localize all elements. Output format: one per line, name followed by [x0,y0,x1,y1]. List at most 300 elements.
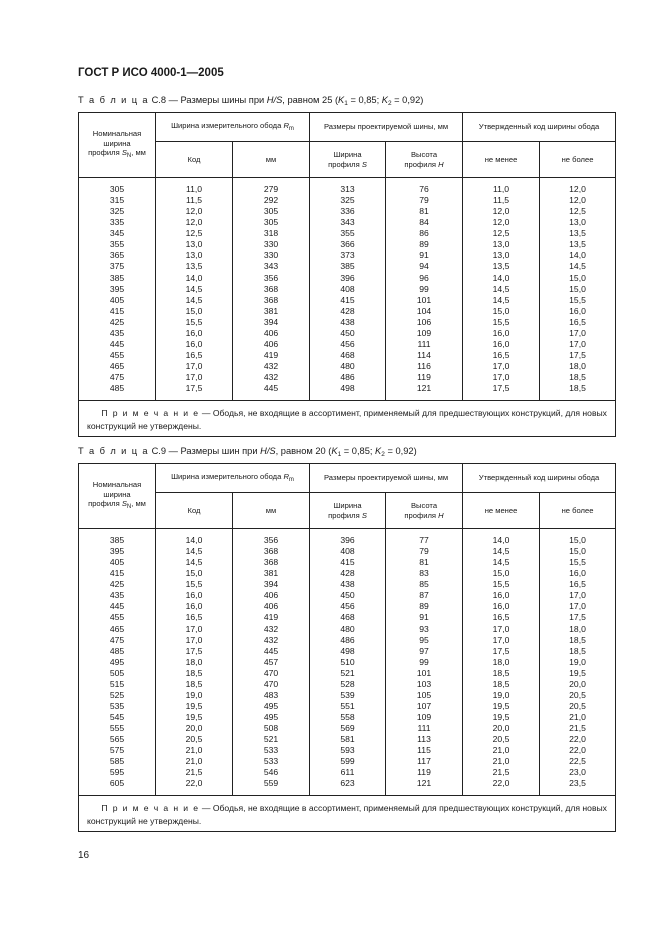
table-c9 [78,463,616,832]
table-cell: 20,5 [540,690,616,701]
table-cell: 535 [79,701,156,712]
table-cell: 14,0 [540,250,616,261]
table-cell: 343 [233,261,310,272]
header-max: не более [540,493,616,529]
header-code: Код [156,493,233,529]
table-cell: 18,5 [540,383,616,394]
table-cell: 394 [233,579,310,590]
table-cell: 20,5 [540,701,616,712]
table-cell: 408 [310,546,386,557]
table-cell: 533 [233,745,310,756]
table-row [79,745,616,756]
table-cell: 599 [310,756,386,767]
table-cell: 546 [233,767,310,778]
table-cell: 394 [233,317,310,328]
table-cell: 22,5 [540,756,616,767]
table-cell: 119 [386,372,463,383]
table-cell: 85 [386,579,463,590]
table-row [79,679,616,690]
table-cell: 15,0 [540,546,616,557]
table-cell: 21,5 [540,723,616,734]
table-cell: 17,0 [463,635,540,646]
table-cell: 385 [79,273,156,284]
table-cell: 415 [310,557,386,568]
table-cell: 381 [233,568,310,579]
table-cell: 445 [233,383,310,394]
table-cell: 17,0 [156,624,233,635]
table-cell: 121 [386,778,463,789]
table-cell: 435 [79,328,156,339]
table-cell: 559 [233,778,310,789]
table-cell: 106 [386,317,463,328]
table-cell: 96 [386,273,463,284]
table-cell: 77 [386,535,463,546]
table-cell: 19,5 [156,712,233,723]
table-cell: 15,0 [540,535,616,546]
table-cell: 455 [79,612,156,623]
table-cell: 355 [79,239,156,250]
table-cell: 17,0 [540,339,616,350]
k1-value: = 0,85; [341,446,376,456]
table-cell: 14,0 [156,273,233,284]
table-cell: 11,5 [156,195,233,206]
header-section-height: Высота профиля H [386,493,463,529]
table-cell: 385 [79,535,156,546]
table-cell: 18,5 [463,668,540,679]
table-cell: 15,0 [540,284,616,295]
table-cell: 373 [310,250,386,261]
table-row [79,328,616,339]
table-row [79,228,616,239]
table-cell: 15,5 [463,579,540,590]
table-cell: 498 [310,383,386,394]
table-cell: 515 [79,679,156,690]
table-cell: 12,5 [463,228,540,239]
table-note: П р и м е ч а н и е — Ободья, не входящие в ассортимент, применяемый для предшествующих конструкций, для новых конструкций не утверждены. [79,401,616,437]
table-cell: 13,0 [463,250,540,261]
header-mm: мм [233,493,310,529]
table-row [79,284,616,295]
table-cell: 105 [386,690,463,701]
table-cell: 551 [310,701,386,712]
caption-ratio: H/S [260,446,276,456]
header-mm: мм [233,142,310,178]
table-row [79,295,616,306]
table-cell: 14,5 [156,557,233,568]
table-row [79,535,616,546]
table-cell: 18,0 [540,361,616,372]
table-cell: 415 [310,295,386,306]
table-cell: 13,5 [540,228,616,239]
table-cell: 545 [79,712,156,723]
caption-rest: , равном 20 ( [275,446,332,456]
table-cell: 95 [386,635,463,646]
table-cell: 91 [386,612,463,623]
table-cell: 365 [79,250,156,261]
table-cell: 12,5 [540,206,616,217]
table-cell: 18,0 [540,624,616,635]
table-cell: 495 [79,657,156,668]
table-cell: 14,0 [156,535,233,546]
table-cell: 18,5 [156,668,233,679]
table-cell: 396 [310,273,386,284]
table-cell: 17,5 [540,612,616,623]
table-cell: 438 [310,579,386,590]
table-row [79,250,616,261]
table-cell: 465 [79,361,156,372]
table-cell: 368 [233,557,310,568]
table-cell: 91 [386,250,463,261]
table-cell: 12,0 [540,195,616,206]
k1-sub: 1 [344,100,348,107]
k2-value: = 0,92) [384,446,417,456]
k2-label: K [375,446,382,456]
k2-sub: 2 [381,451,385,458]
table-cell: 318 [233,228,310,239]
table-cell: 336 [310,206,386,217]
table-c8 [78,112,616,437]
table-cell: 103 [386,679,463,690]
table-cell: 325 [79,206,156,217]
table-cell: 330 [233,250,310,261]
table-cell: 425 [79,579,156,590]
table-row [79,712,616,723]
table-cell: 11,0 [463,184,540,195]
table-cell: 419 [233,350,310,361]
table-cell: 13,0 [156,250,233,261]
table-cell: 486 [310,635,386,646]
table-cell: 450 [310,590,386,601]
table-cell: 480 [310,361,386,372]
table-cell: 455 [79,350,156,361]
table-cell: 16,0 [156,590,233,601]
table-cell: 395 [79,546,156,557]
table-cell: 16,0 [463,590,540,601]
table-cell: 115 [386,745,463,756]
table-cell: 406 [233,601,310,612]
table-cell: 405 [79,295,156,306]
table-cell: 505 [79,668,156,679]
table-cell: 12,5 [156,228,233,239]
table-cell: 16,0 [540,306,616,317]
table-cell: 22,0 [540,734,616,745]
table-cell: 292 [233,195,310,206]
table-cell: 109 [386,328,463,339]
table-cell: 315 [79,195,156,206]
table-cell: 432 [233,635,310,646]
table-row [79,339,616,350]
table-cell: 16,0 [463,328,540,339]
table-cell: 485 [79,646,156,657]
table-cell: 456 [310,601,386,612]
table-cell: 111 [386,339,463,350]
table-cell: 495 [233,712,310,723]
table-cell: 483 [233,690,310,701]
table-row [79,239,616,250]
table-cell: 21,0 [463,756,540,767]
table-row [79,668,616,679]
table-row [79,734,616,745]
table-cell: 305 [233,217,310,228]
table-cell: 495 [233,701,310,712]
table-cell: 12,0 [463,206,540,217]
table-cell: 14,5 [463,546,540,557]
table-cell: 23,0 [540,767,616,778]
table-cell: 593 [310,745,386,756]
table-cell: 445 [233,646,310,657]
table-cell: 428 [310,306,386,317]
table-row [79,206,616,217]
k2-value: = 0,92) [391,95,424,105]
table-cell: 17,0 [156,635,233,646]
table-cell: 15,0 [156,306,233,317]
k1-sub: 1 [337,451,342,458]
table-cell: 345 [79,228,156,239]
table-cell: 15,5 [156,579,233,590]
table-cell: 17,0 [540,328,616,339]
table-cell: 468 [310,612,386,623]
header-approved-code: Утвержденный код ширины обода [463,464,616,493]
table-cell: 381 [233,306,310,317]
table-cell: 99 [386,284,463,295]
table-cell: 366 [310,239,386,250]
table-cell: 569 [310,723,386,734]
k2-sub: 2 [387,100,392,107]
table-cell: 368 [233,284,310,295]
table-cell: 21,5 [463,767,540,778]
table-cell: 12,0 [540,184,616,195]
header-min: не менее [463,493,540,529]
header-nominal-width: Номинальная ширина профиля $S_N$, мм [79,464,156,529]
table-cell: 81 [386,557,463,568]
table-cell: 343 [310,217,386,228]
table-cell: 432 [233,361,310,372]
table-cell: 435 [79,590,156,601]
table-cell: 99 [386,657,463,668]
header-section-height: Высота профиля H [386,142,463,178]
table-row [79,635,616,646]
table-row [79,723,616,734]
table-cell: 15,5 [540,295,616,306]
table-cell: 510 [310,657,386,668]
table-cell: 14,0 [463,273,540,284]
table-cell: 119 [386,767,463,778]
table-cell: 13,5 [540,239,616,250]
table-cell: 611 [310,767,386,778]
caption-number: С.9 — Размеры шин при [151,446,258,456]
table-cell: 15,0 [540,273,616,284]
table-cell: 486 [310,372,386,383]
table-row [79,568,616,579]
table-cell: 13,0 [463,239,540,250]
table-cell: 17,5 [463,646,540,657]
table-cell: 585 [79,756,156,767]
table-cell: 16,5 [540,317,616,328]
table-cell: 18,5 [463,679,540,690]
table-cell: 16,5 [463,612,540,623]
table-cell: 94 [386,261,463,272]
table-cell: 15,0 [463,306,540,317]
table-cell: 480 [310,624,386,635]
caption-prefix: Т а б л и ц а [78,446,149,456]
table-cell: 406 [233,328,310,339]
table-cell: 89 [386,239,463,250]
table-row [79,261,616,272]
table-cell: 475 [79,372,156,383]
table-cell: 97 [386,646,463,657]
table-cell: 20,0 [540,679,616,690]
table-cell: 22,0 [156,778,233,789]
table-row [79,546,616,557]
table-cell: 385 [310,261,386,272]
caption-number: С.8 — Размеры шины при [151,95,265,105]
table-cell: 16,0 [156,339,233,350]
table-cell: 432 [233,624,310,635]
table-cell: 14,5 [463,284,540,295]
table-cell: 13,0 [540,217,616,228]
k1-label: K [331,446,338,456]
document-title: ГОСТ Р ИСО 4000-1—2005 [78,67,224,79]
table-cell: 432 [233,372,310,383]
table-row [79,361,616,372]
table-cell: 14,5 [156,284,233,295]
table-cell: 76 [386,184,463,195]
table-cell: 623 [310,778,386,789]
table-row [79,756,616,767]
table-cell: 21,5 [156,767,233,778]
table-row [79,184,616,195]
table-cell: 101 [386,668,463,679]
table-row [79,306,616,317]
table-cell: 475 [79,635,156,646]
header-approved-code: Утвержденный код ширины обода [463,113,616,142]
table-cell: 508 [233,723,310,734]
table-cell: 20,0 [156,723,233,734]
table-cell: 15,0 [463,568,540,579]
table-row [79,612,616,623]
table-cell: 279 [233,184,310,195]
table-cell: 17,5 [156,383,233,394]
table-cell: 555 [79,723,156,734]
header-section-width: Ширина профиля S [310,142,386,178]
table-cell: 368 [233,546,310,557]
table-cell: 465 [79,624,156,635]
caption-ratio: H/S [266,95,283,105]
table-cell: 16,5 [463,350,540,361]
table-cell: 15,5 [463,317,540,328]
table-cell: 13,5 [463,261,540,272]
table-row [79,273,616,284]
table-cell: 79 [386,546,463,557]
k2-label: K [381,95,388,105]
table-cell: 16,0 [156,328,233,339]
table-cell: 15,5 [540,557,616,568]
table-cell: 415 [79,568,156,579]
table-cell: 565 [79,734,156,745]
table-cell: 21,0 [463,745,540,756]
table-cell: 17,0 [463,361,540,372]
table-cell: 406 [233,339,310,350]
table-cell: 396 [310,535,386,546]
table-cell: 15,0 [156,568,233,579]
table-cell: 107 [386,701,463,712]
table-cell: 14,5 [463,295,540,306]
table-cell: 14,5 [156,546,233,557]
table-cell: 498 [310,646,386,657]
table-row [79,646,616,657]
table-cell: 19,0 [156,690,233,701]
table-cell: 116 [386,361,463,372]
table-cell: 438 [310,317,386,328]
table-cell: 13,5 [156,261,233,272]
table-cell: 17,0 [463,624,540,635]
header-projected-dims: Размеры проектируемой шины, мм [310,464,463,493]
table-c8-caption [78,95,423,107]
table-row [79,350,616,361]
table-cell: 356 [233,273,310,284]
table-cell: 395 [79,284,156,295]
table-cell: 113 [386,734,463,745]
table-cell: 13,0 [156,239,233,250]
table-row [79,767,616,778]
table-cell: 20,5 [156,734,233,745]
table-cell: 18,0 [463,657,540,668]
table-row [79,590,616,601]
table-cell: 18,0 [156,657,233,668]
table-cell: 87 [386,590,463,601]
table-row [79,557,616,568]
table-cell: 18,5 [540,372,616,383]
table-cell: 521 [310,668,386,679]
table-cell: 21,0 [156,756,233,767]
table-cell: 330 [233,239,310,250]
table-cell: 18,5 [540,635,616,646]
table-cell: 21,0 [540,712,616,723]
table-cell: 605 [79,778,156,789]
table-cell: 445 [79,601,156,612]
table-cell: 15,5 [156,317,233,328]
table-cell: 375 [79,261,156,272]
table-cell: 533 [233,756,310,767]
table-cell: 539 [310,690,386,701]
table-cell: 11,0 [156,184,233,195]
header-rim-width: Ширина измерительного обода $R_m$ [156,113,310,142]
table-cell: 16,5 [156,612,233,623]
table-row [79,701,616,712]
table-cell: 325 [310,195,386,206]
header-nominal-width: Номинальная ширина профиля $S_N$, мм [79,113,156,178]
table-cell: 81 [386,206,463,217]
table-note: П р и м е ч а н и е — Ободья, не входящие в ассортимент, применяемый для предшествующих конструкций, для новых конструкций не утверждены. [79,796,616,832]
table-cell: 83 [386,568,463,579]
table-row [79,217,616,228]
table-cell: 355 [310,228,386,239]
table-cell: 313 [310,184,386,195]
caption-prefix: Т а б л и ц а [78,95,149,105]
table-cell: 23,5 [540,778,616,789]
table-cell: 19,0 [463,690,540,701]
table-cell: 406 [233,590,310,601]
table-cell: 20,5 [463,734,540,745]
table-cell: 356 [233,535,310,546]
page-number: 16 [78,850,90,861]
table-cell: 12,0 [156,217,233,228]
table-cell: 528 [310,679,386,690]
table-cell: 84 [386,217,463,228]
table-cell: 16,0 [463,601,540,612]
table-cell: 114 [386,350,463,361]
table-cell: 12,0 [463,217,540,228]
